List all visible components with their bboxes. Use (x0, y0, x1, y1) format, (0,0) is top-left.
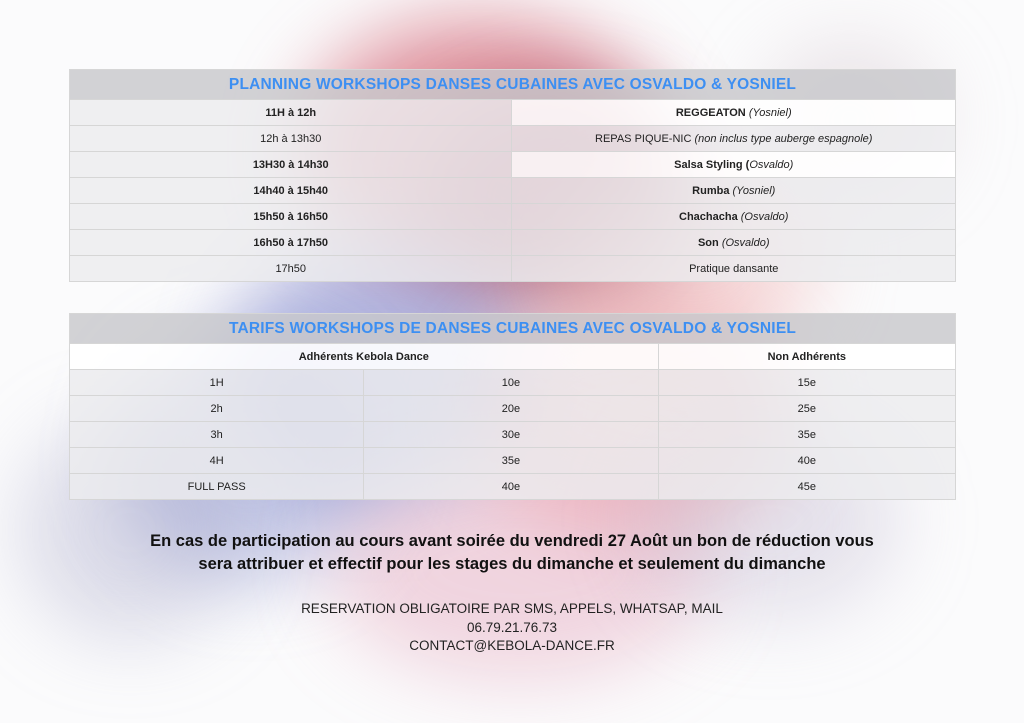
course-name: Rumba (692, 184, 730, 197)
table-row (70, 230, 956, 256)
tarif-duration: 4H (70, 448, 364, 474)
tarif-member-price: 30e (364, 422, 658, 448)
tarifs-title: TARIFS WORKSHOPS DE DANSES CUBAINES AVEC OSVALDO & YOSNIEL (70, 314, 956, 344)
header-members: Adhérents Kebola Dance (70, 344, 659, 370)
tarif-non-member-price: 40e (658, 448, 955, 474)
planning-time: 17h50 (70, 256, 512, 282)
course-teacher: (Yosniel) (732, 184, 776, 197)
table-row (70, 370, 956, 396)
planning-title: PLANNING WORKSHOPS DANSES CUBAINES AVEC OSVALDO & YOSNIEL (70, 70, 956, 100)
tarif-non-member-price: 35e (658, 422, 955, 448)
table-row (70, 448, 956, 474)
tarif-duration: FULL PASS (70, 474, 364, 500)
planning-course (512, 152, 956, 178)
table-row (70, 204, 956, 230)
course-name: REPAS PIQUE-NIC (595, 132, 692, 145)
course-teacher: (Yosniel) (748, 106, 792, 119)
table-row (70, 396, 956, 422)
planning-time: 15h50 à 16h50 (70, 204, 512, 230)
planning-time: 14h40 à 15h40 (70, 178, 512, 204)
table-row (70, 100, 956, 126)
tarif-member-price: 35e (364, 448, 658, 474)
notice-line-2: sera attribuer et effectif pour les stages du dimanche et seulement du dimanche (198, 555, 826, 573)
table-row (70, 474, 956, 500)
course-teacher: (Osvaldo) (721, 236, 770, 249)
table-row (70, 256, 956, 282)
table-row (70, 126, 956, 152)
course-name: Son (697, 236, 719, 249)
planning-course (512, 126, 956, 152)
planning-course (512, 100, 956, 126)
tarif-non-member-price: 15e (658, 370, 955, 396)
tarif-non-member-price: 25e (658, 396, 955, 422)
planning-course (512, 230, 956, 256)
phone-number: 06.79.21.76.73 (466, 619, 558, 635)
tarif-member-price: 20e (364, 396, 658, 422)
course-name: Salsa Styling ( (674, 158, 750, 171)
table-row (70, 178, 956, 204)
planning-course (512, 204, 956, 230)
tarif-duration: 1H (70, 370, 364, 396)
planning-time: 11H à 12h (70, 100, 512, 126)
planning-time: 13H30 à 14h30 (70, 152, 512, 178)
course-name: Chachacha (679, 210, 738, 223)
tarif-member-price: 10e (364, 370, 658, 396)
tarif-non-member-price: 45e (658, 474, 955, 500)
contact-block (212, 600, 812, 656)
planning-table (69, 69, 956, 282)
course-teacher: (non inclus type auberge espagnole) (694, 132, 873, 145)
planning-course (512, 256, 956, 282)
tarif-duration: 3h (70, 422, 364, 448)
tarif-member-price: 40e (364, 474, 658, 500)
table-row (70, 422, 956, 448)
notice-line-1: En cas de participation au cours avant soirée du vendredi 27 Août un bon de réduction vous (150, 532, 874, 550)
tarifs-header-row (70, 344, 956, 370)
table-row (70, 152, 956, 178)
header-non-members: Non Adhérents (658, 344, 955, 370)
planning-course (512, 178, 956, 204)
course-name: REGGEATON (675, 106, 746, 119)
reservation-text: RESERVATION OBLIGATOIRE PAR SMS, APPELS, WHATSAP, MAIL (301, 601, 723, 616)
contact-email: CONTACT@KEBOLA-DANCE.FR (409, 638, 615, 653)
tarifs-table (69, 313, 956, 500)
course-teacher: Osvaldo) (749, 158, 794, 171)
course-name: Pratique dansante (689, 262, 779, 275)
discount-notice (60, 530, 964, 576)
course-teacher: (Osvaldo) (740, 210, 789, 223)
planning-time: 12h à 13h30 (70, 126, 512, 152)
planning-time: 16h50 à 17h50 (70, 230, 512, 256)
tarif-duration: 2h (70, 396, 364, 422)
